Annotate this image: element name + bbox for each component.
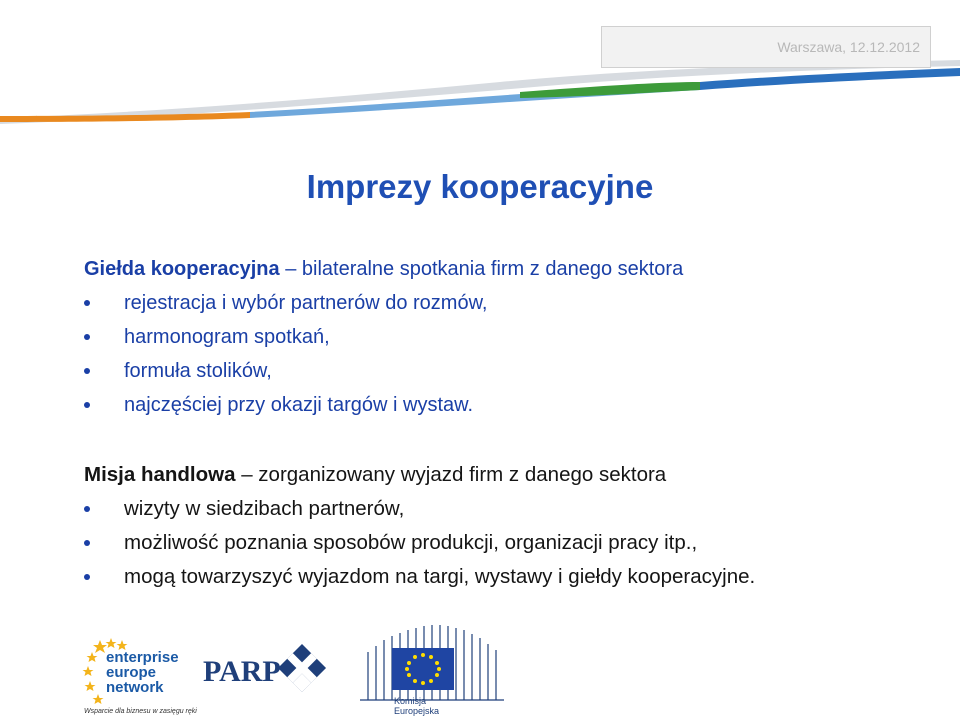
list-item-text: harmonogram spotkań, [124, 326, 330, 348]
bullet-icon [84, 300, 90, 306]
enterprise-europe-network-logo [83, 638, 179, 704]
een-line3: network [106, 679, 164, 696]
bullet-icon [84, 368, 90, 374]
section-heading [84, 458, 755, 492]
list-item [84, 320, 683, 354]
list-item [84, 526, 755, 560]
list-item-text: rejestracja i wybór partnerów do rozmów, [124, 292, 488, 314]
list-item [84, 492, 755, 526]
list-item-text: wizyty w siedzibach partnerów, [124, 497, 405, 520]
een-tagline: Wsparcie dla biznesu w zasięgu ręki [84, 708, 197, 715]
partner-logos [0, 620, 960, 720]
section-heading-rest: – zorganizowany wyjazd firm z danego sektora [235, 463, 667, 486]
section-gielda [84, 252, 683, 422]
bullet-icon [84, 402, 90, 408]
een-line1: enterprise [106, 649, 179, 666]
section-heading [84, 252, 683, 286]
ke-line1: Komisja [394, 696, 427, 706]
list-item-text: formuła stolików, [124, 360, 272, 382]
list-item-text: możliwość poznania sposobów produkcji, organizacji pracy itp., [124, 531, 698, 554]
bullet-icon [84, 506, 90, 512]
list-item-text: mogą towarzyszyć wyjazdom na targi, wystawy i giełdy kooperacyjne. [124, 565, 756, 588]
section-heading-rest: – bilateralne spotkania firm z danego sektora [279, 258, 684, 280]
list-item [84, 560, 755, 594]
date-label [601, 26, 931, 68]
list-item-text: najczęściej przy okazji targów i wystaw. [124, 394, 474, 416]
date-text: Warszawa, 12.12.2012 [777, 39, 920, 55]
ke-line2: Europejska [394, 706, 440, 716]
list-item [84, 286, 683, 320]
bullet-icon [84, 540, 90, 546]
slide-title: Imprezy kooperacyjne [306, 168, 654, 205]
bullet-icon [84, 334, 90, 340]
section-heading-bold: Giełda kooperacyjna [84, 258, 280, 280]
section-misja [84, 458, 755, 594]
bullet-icon [84, 574, 90, 580]
european-commission-logo [360, 625, 504, 716]
header-wave-decoration [0, 0, 960, 140]
parp-text: PARP [203, 655, 281, 688]
list-item [84, 388, 683, 422]
parp-logo [203, 644, 326, 692]
section-heading-bold: Misja handlowa [84, 463, 236, 486]
list-item [84, 354, 683, 388]
een-line2: europe [106, 664, 157, 681]
